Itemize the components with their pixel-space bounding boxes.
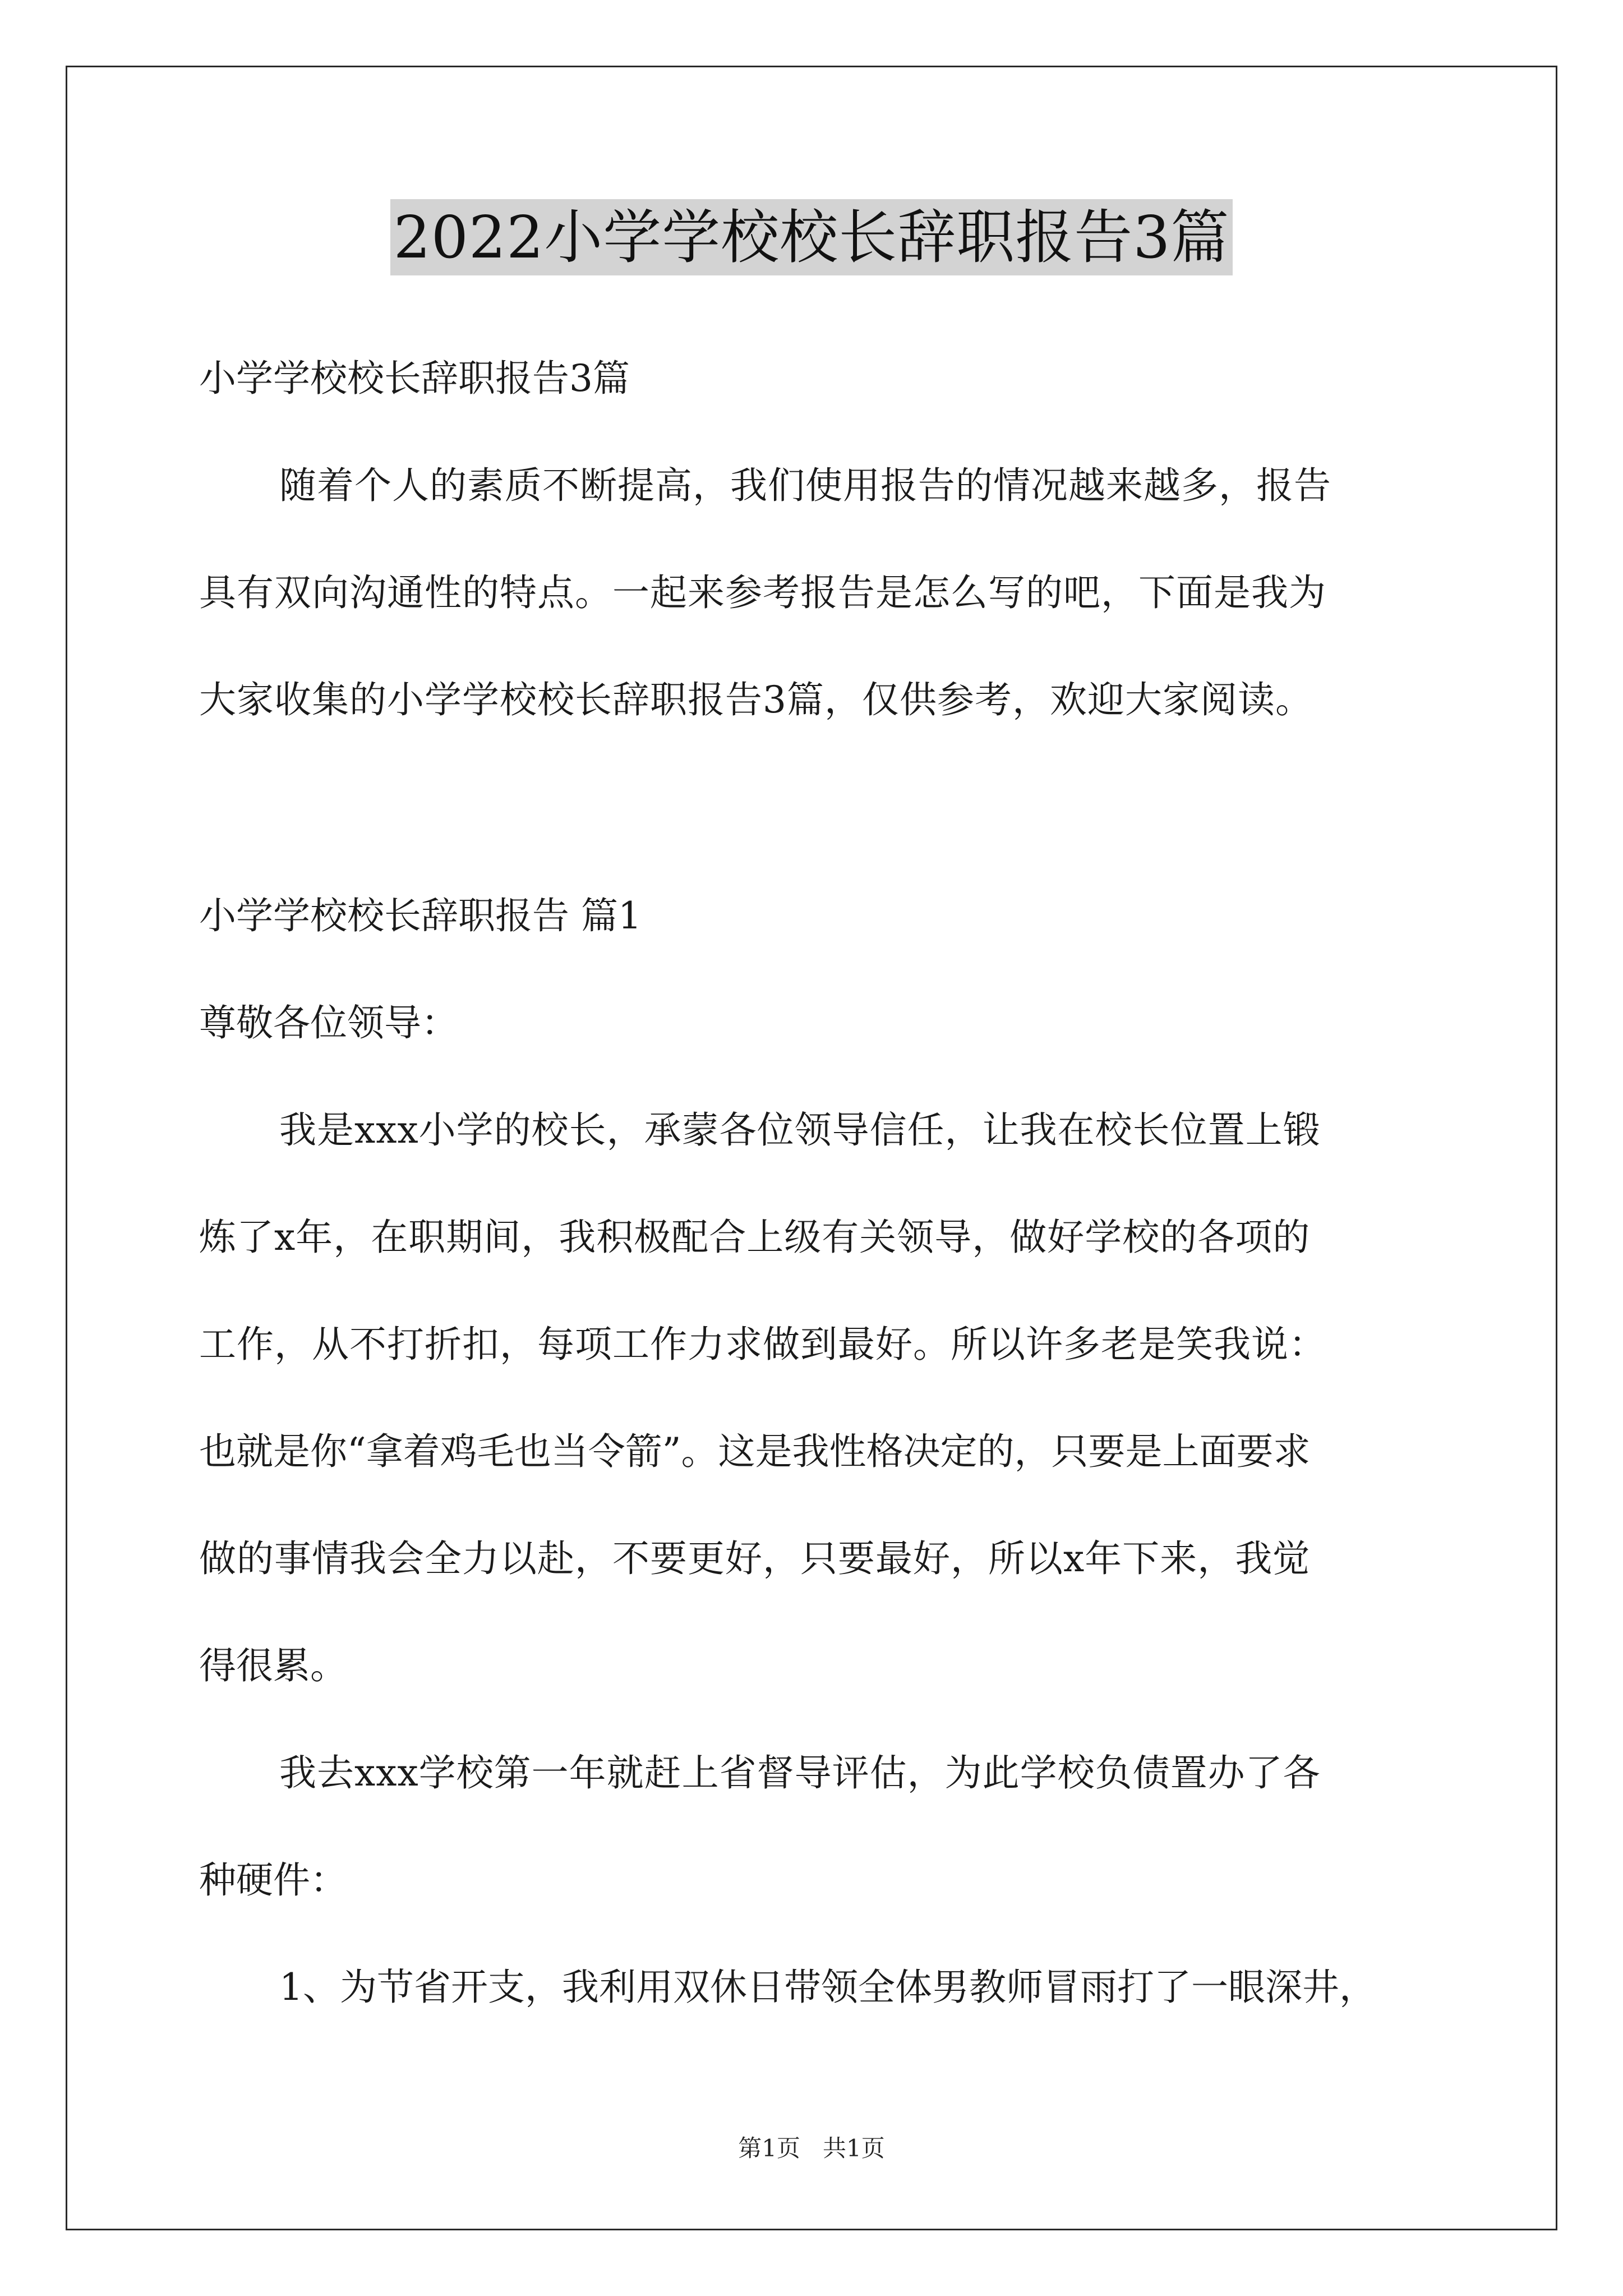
paragraph-line: 工作，从不打折扣，每项工作力求做到最好。所以许多老是笑我说： — [199, 1323, 1326, 1366]
salutation: 尊敬各位领导： — [199, 1001, 458, 1045]
paragraph-line: 得很累。 — [199, 1644, 347, 1687]
document-subtitle: 小学学校校长辞职报告3篇 — [199, 357, 630, 400]
paragraph-line: 1、为节省开支，我利用双休日带领全体男教师冒雨打了一眼深井， — [279, 1966, 1376, 2009]
section-heading: 小学学校校长辞职报告 篇1 — [199, 894, 642, 937]
page-total: 共1页 — [823, 2134, 885, 2162]
intro-line: 大家收集的小学学校校长辞职报告3篇，仅供参考，欢迎大家阅读。 — [199, 678, 1313, 721]
paragraph-line: 也就是你“拿着鸡毛也当令箭”。这是我性格决定的，只要是上面要求 — [199, 1430, 1311, 1473]
page-number: 第1页 — [738, 2134, 800, 2162]
document-title: 2022小学学校校长辞职报告3篇 — [390, 199, 1233, 275]
paragraph-line: 我去xxx学校第一年就赶上省督导评估，为此学校负债置办了各 — [279, 1751, 1321, 1795]
paragraph-line: 种硬件： — [199, 1858, 347, 1902]
page-footer — [0, 2132, 1623, 2165]
intro-line: 随着个人的素质不断提高，我们使用报告的情况越来越多，报告 — [279, 464, 1331, 507]
paragraph-line: 炼了x年，在职期间，我积极配合上级有关领导，做好学校的各项的 — [199, 1216, 1311, 1259]
title-container — [0, 199, 1623, 275]
intro-line: 具有双向沟通性的特点。一起来参考报告是怎么写的吧，下面是我为 — [199, 571, 1326, 614]
paragraph-line: 做的事情我会全力以赴，不要更好，只要最好，所以x年下来，我觉 — [199, 1537, 1311, 1580]
paragraph-line: 我是xxx小学的校长，承蒙各位领导信任，让我在校长位置上锻 — [279, 1108, 1321, 1152]
